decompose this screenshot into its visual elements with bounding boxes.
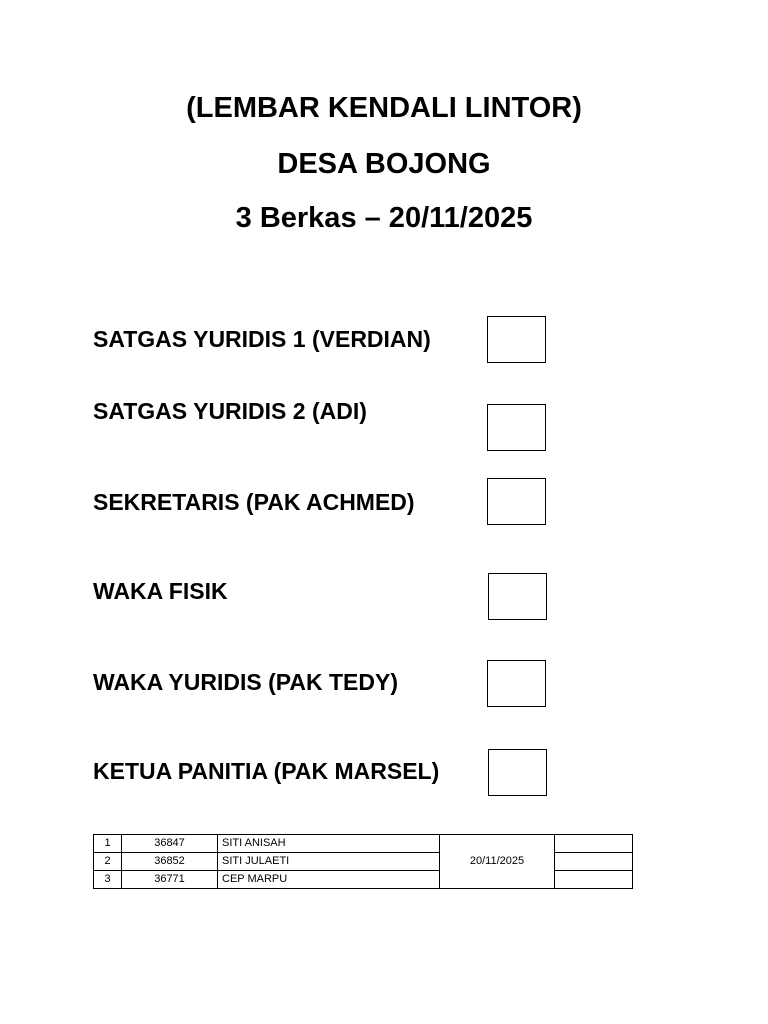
owner-name: SITI ANISAH <box>218 835 440 853</box>
signature-box-waka-yuridis <box>487 660 546 707</box>
files-table <box>93 834 633 889</box>
file-id: 36771 <box>122 871 218 889</box>
row-number: 3 <box>94 871 122 889</box>
signatory-label-satgas-yuridis-1: SATGAS YURIDIS 1 (VERDIAN) <box>93 326 431 352</box>
signatory-label-satgas-yuridis-2: SATGAS YURIDIS 2 (ADI) <box>93 398 367 424</box>
file-id: 36847 <box>122 835 218 853</box>
table-row <box>94 835 633 853</box>
signature-box-satgas-yuridis-2 <box>487 404 546 451</box>
village-name: DESA BOJONG <box>277 148 491 180</box>
signatory-label-waka-fisik: WAKA FISIK <box>93 578 228 604</box>
signature-box-waka-fisik <box>488 573 547 620</box>
file-id: 36852 <box>122 853 218 871</box>
row-number: 2 <box>94 853 122 871</box>
signature-box-ketua-panitia <box>488 749 547 796</box>
empty-cell <box>555 835 633 853</box>
file-date: 20/11/2025 <box>440 835 555 889</box>
document-title: (LEMBAR KENDALI LINTOR) <box>186 92 582 124</box>
owner-name: SITI JULAETI <box>218 853 440 871</box>
empty-cell <box>555 853 633 871</box>
signature-box-satgas-yuridis-1 <box>487 316 546 363</box>
signatory-label-waka-yuridis: WAKA YURIDIS (PAK TEDY) <box>93 669 398 695</box>
signatory-label-sekretaris: SEKRETARIS (PAK ACHMED) <box>93 489 415 515</box>
empty-cell <box>555 871 633 889</box>
file-count-date: 3 Berkas – 20/11/2025 <box>235 202 533 234</box>
owner-name: CEP MARPU <box>218 871 440 889</box>
signatory-label-ketua-panitia: KETUA PANITIA (PAK MARSEL) <box>93 758 440 784</box>
row-number: 1 <box>94 835 122 853</box>
signature-box-sekretaris <box>487 478 546 525</box>
